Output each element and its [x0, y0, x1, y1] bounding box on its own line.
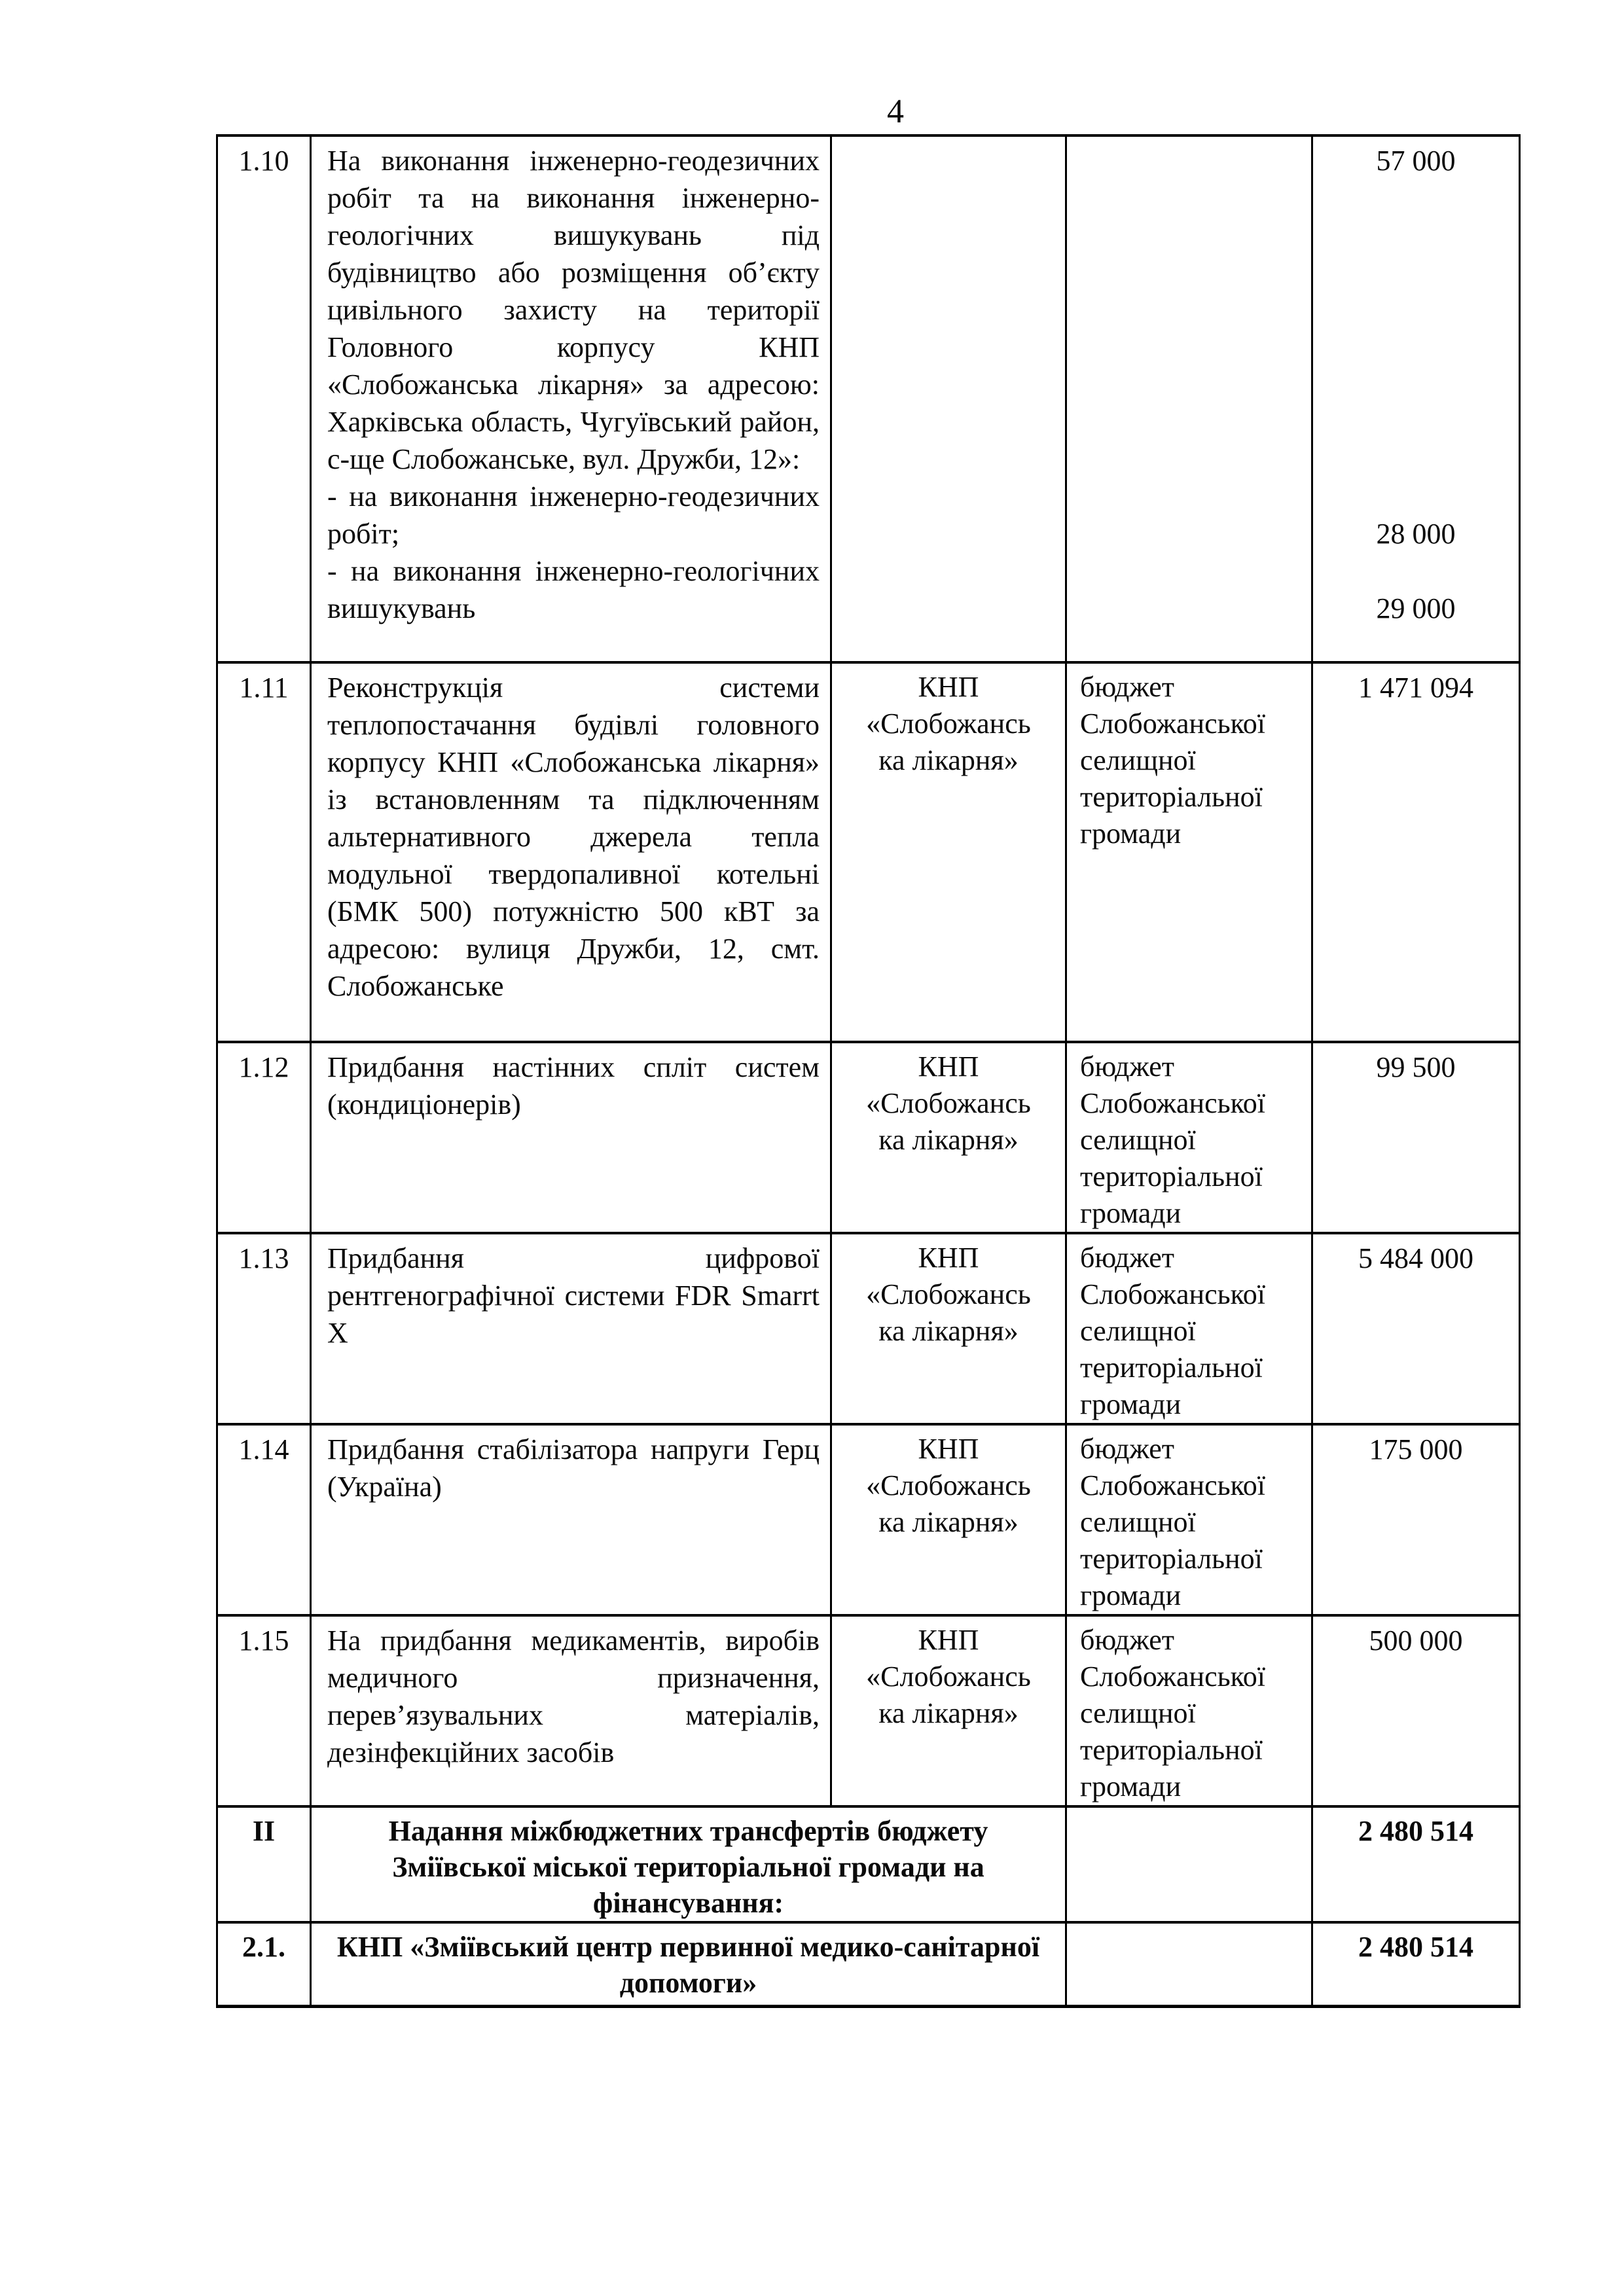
executor-line: «Слобожансь: [866, 1660, 1031, 1693]
funding-line: бюджет: [1080, 1050, 1174, 1083]
executor-line: ка лікарня»: [878, 1697, 1019, 1729]
description-sub-item: - на виконання інженерно-геодезичних робіт;: [327, 480, 820, 550]
executor-line: КНП: [918, 671, 979, 703]
executor-line: ка лікарня»: [878, 744, 1019, 776]
executor-cell: [831, 662, 1066, 1042]
description-text: КНП «Зміївський центр первинної медико-санітарної допомоги»: [336, 1931, 1040, 1999]
amount-value: 29 000: [1376, 592, 1456, 624]
description-text: На виконання інженерно-геодезичних робіт та на виконання інженерно-геологічних вишукувань під будівництво або розміщення об’єкту цивільного захисту на території Головного корпусу КНП «Слобожанська лікарня» за адресою: Харківська область, Чугуївський район, с-ще Слобожанське, вул. Дружби, 12»:: [327, 145, 820, 475]
funding-line: бюджет: [1080, 1433, 1174, 1465]
executor-line: КНП: [918, 1050, 979, 1083]
table-row-section-2: [217, 1806, 1520, 1922]
row-number-cell: 1.14: [217, 1424, 311, 1615]
funding-line: Слобожанської: [1080, 1660, 1266, 1693]
description-cell: [311, 1042, 831, 1233]
amount-value: 175 000: [1369, 1433, 1463, 1465]
description-text: Придбання настінних спліт систем (кондиціонерів): [327, 1051, 820, 1121]
funding-line: селищної: [1080, 1315, 1196, 1347]
table-row-1-12: [217, 1042, 1520, 1233]
funding-source-cell: [1066, 1922, 1312, 2006]
description-cell: [311, 1424, 831, 1615]
executor-cell: [831, 1042, 1066, 1233]
row-number-cell: 1.12: [217, 1042, 311, 1233]
executor-line: «Слобожансь: [866, 1278, 1031, 1310]
row-number-cell: 1.13: [217, 1233, 311, 1424]
funding-source-cell: [1066, 1424, 1312, 1615]
executor-line: ка лікарня»: [878, 1506, 1019, 1538]
executor-cell: [831, 1424, 1066, 1615]
funding-source-cell: [1066, 1233, 1312, 1424]
amount-cell: [1312, 1806, 1520, 1922]
funding-line: Слобожанської: [1080, 1087, 1266, 1119]
executor-line: «Слобожансь: [866, 708, 1031, 740]
funding-source-cell: [1066, 1042, 1312, 1233]
table-row-2-1: [217, 1922, 1520, 2006]
funding-source-cell: [1066, 1615, 1312, 1806]
table-row-1-13: [217, 1233, 1520, 1424]
funding-line: Слобожанської: [1080, 708, 1266, 740]
amount-value: 99 500: [1376, 1051, 1456, 1083]
executor-line: «Слобожансь: [866, 1469, 1031, 1501]
description-text: Придбання стабілізатора напруги Герц (Україна): [327, 1433, 820, 1503]
executor-line: ка лікарня»: [878, 1315, 1019, 1347]
description-cell: [311, 662, 831, 1042]
executor-line: КНП: [918, 1433, 979, 1465]
amount-cell: [1312, 662, 1520, 1042]
amount-cell: [1312, 1922, 1520, 2006]
funding-line: територіальної: [1080, 1160, 1263, 1193]
funding-line: бюджет: [1080, 1624, 1174, 1656]
row-number-cell: 1.11: [217, 662, 311, 1042]
table-row-1-15: [217, 1615, 1520, 1806]
funding-line: селищної: [1080, 1506, 1196, 1538]
funding-line: територіальної: [1080, 1734, 1263, 1766]
funding-source-cell: [1066, 135, 1312, 662]
amount-cell: [1312, 135, 1520, 662]
funding-line: територіальної: [1080, 1352, 1263, 1384]
amount-value: 57 000: [1376, 145, 1456, 177]
amount-value: 500 000: [1369, 1624, 1463, 1657]
amount-value: 2 480 514: [1358, 1931, 1473, 1963]
funding-line: Слобожанської: [1080, 1278, 1266, 1310]
amount-cell: [1312, 1615, 1520, 1806]
executor-cell: [831, 135, 1066, 662]
amount-cell: [1312, 1042, 1520, 1233]
amount-cell: [1312, 1424, 1520, 1615]
funding-line: селищної: [1080, 1124, 1196, 1156]
amount-value: 5 484 000: [1358, 1242, 1473, 1274]
amount-value: 2 480 514: [1358, 1815, 1473, 1847]
page-number: 4: [887, 93, 904, 130]
funding-source-cell: [1066, 1806, 1312, 1922]
description-text: На придбання медикаментів, виробів медичного призначення, перев’язувальних матеріалів, дезінфекційних засобів: [327, 1624, 820, 1768]
description-cell: [311, 1615, 831, 1806]
funding-line: громади: [1080, 1197, 1182, 1229]
funding-line: громади: [1080, 1388, 1182, 1420]
row-number-cell: 2.1.: [217, 1922, 311, 2006]
description-cell: [311, 1922, 1066, 2006]
funding-line: Слобожанської: [1080, 1469, 1266, 1501]
table-row-1-11: [217, 662, 1520, 1042]
funding-line: територіальної: [1080, 781, 1263, 813]
funding-line: бюджет: [1080, 671, 1174, 703]
row-number-cell: ІІ: [217, 1806, 311, 1922]
executor-line: КНП: [918, 1624, 979, 1656]
executor-line: КНП: [918, 1242, 979, 1274]
table-row-1-10: [217, 135, 1520, 662]
executor-line: ка лікарня»: [878, 1124, 1019, 1156]
funding-source-cell: [1066, 662, 1312, 1042]
description-text: Реконструкція системи теплопостачання будівлі головного корпусу КНП «Слобожанська лікарня» із встановленням та підключенням альтернативного джерела тепла модульної твердопаливної котельні (БМК 500) потужністю 500 кВТ за адресою: вулиця Дружби, 12, смт. Слобожанське: [327, 672, 820, 1002]
description-cell: [311, 1806, 1066, 1922]
row-number-cell: 1.10: [217, 135, 311, 662]
table-row-1-14: [217, 1424, 1520, 1615]
executor-line: «Слобожансь: [866, 1087, 1031, 1119]
description-cell: [311, 1233, 831, 1424]
description-text: Придбання цифрової рентгенографічної системи FDR Smarrt X: [327, 1242, 820, 1349]
funding-line: громади: [1080, 817, 1182, 850]
description-cell: [311, 135, 831, 662]
amount-cell: [1312, 1233, 1520, 1424]
executor-cell: [831, 1233, 1066, 1424]
funding-line: громади: [1080, 1579, 1182, 1611]
description-text: Надання міжбюджетних трансфертів бюджету Зміївської міської територіальної громади на фінансування:: [388, 1815, 988, 1919]
amount-value: 1 471 094: [1358, 672, 1473, 704]
amount-value: 28 000: [1376, 518, 1456, 550]
funding-line: бюджет: [1080, 1242, 1174, 1274]
executor-cell: [831, 1615, 1066, 1806]
funding-line: територіальної: [1080, 1543, 1263, 1575]
budget-allocations-table: [216, 134, 1521, 2008]
funding-line: громади: [1080, 1770, 1182, 1803]
funding-line: селищної: [1080, 744, 1196, 776]
row-number-cell: 1.15: [217, 1615, 311, 1806]
funding-line: селищної: [1080, 1697, 1196, 1729]
description-sub-item: - на виконання інженерно-геологічних вишукувань: [327, 555, 820, 624]
